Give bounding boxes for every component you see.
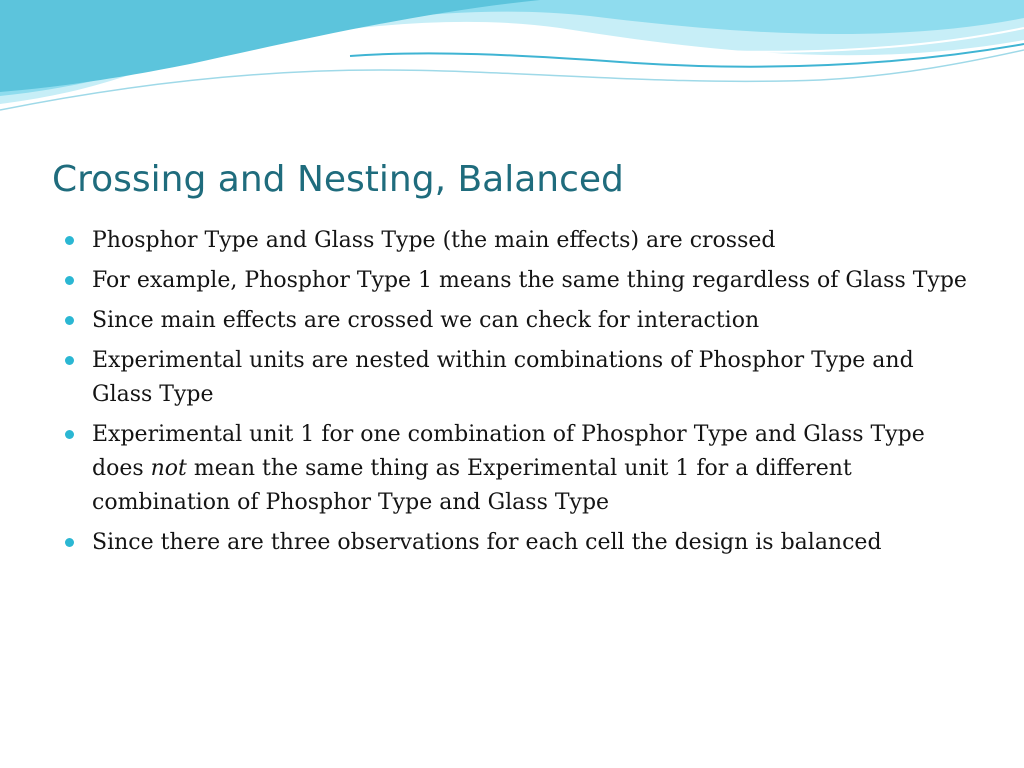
decorative-wave-header	[0, 0, 1024, 140]
bullet-list	[60, 224, 970, 566]
bullet-text	[92, 422, 925, 515]
bullet-dot-icon	[65, 538, 74, 547]
emphasis-text: not	[150, 456, 187, 481]
bullet-item	[60, 344, 970, 412]
bullet-text: Experimental units are nested within combinations of Phosphor Type and Glass Type	[92, 348, 914, 407]
bullet-text: For example, Phosphor Type 1 means the same thing regardless of Glass Type	[92, 268, 967, 293]
bullet-item	[60, 418, 970, 520]
slide-title: Crossing and Nesting, Balanced	[52, 159, 624, 200]
bullet-text: Phosphor Type and Glass Type (the main effects) are crossed	[92, 228, 776, 253]
bullet-dot-icon	[65, 356, 74, 365]
bullet-text-part: mean the same thing as Experimental unit 1 for a different combination of Phosphor Type and Glass Type	[92, 456, 852, 515]
bullet-item	[60, 304, 970, 338]
bullet-dot-icon	[65, 430, 74, 439]
bullet-item	[60, 526, 970, 560]
bullet-item	[60, 264, 970, 298]
bullet-dot-icon	[65, 316, 74, 325]
bullet-text: Since main effects are crossed we can check for interaction	[92, 308, 760, 333]
bullet-item	[60, 224, 970, 258]
bullet-dot-icon	[65, 276, 74, 285]
bullet-text-part: Experimental unit 1 for one combination of Phosphor Type and Glass Type does	[92, 422, 925, 481]
bullet-dot-icon	[65, 236, 74, 245]
bullet-text: Since there are three observations for each cell the design is balanced	[92, 530, 882, 555]
